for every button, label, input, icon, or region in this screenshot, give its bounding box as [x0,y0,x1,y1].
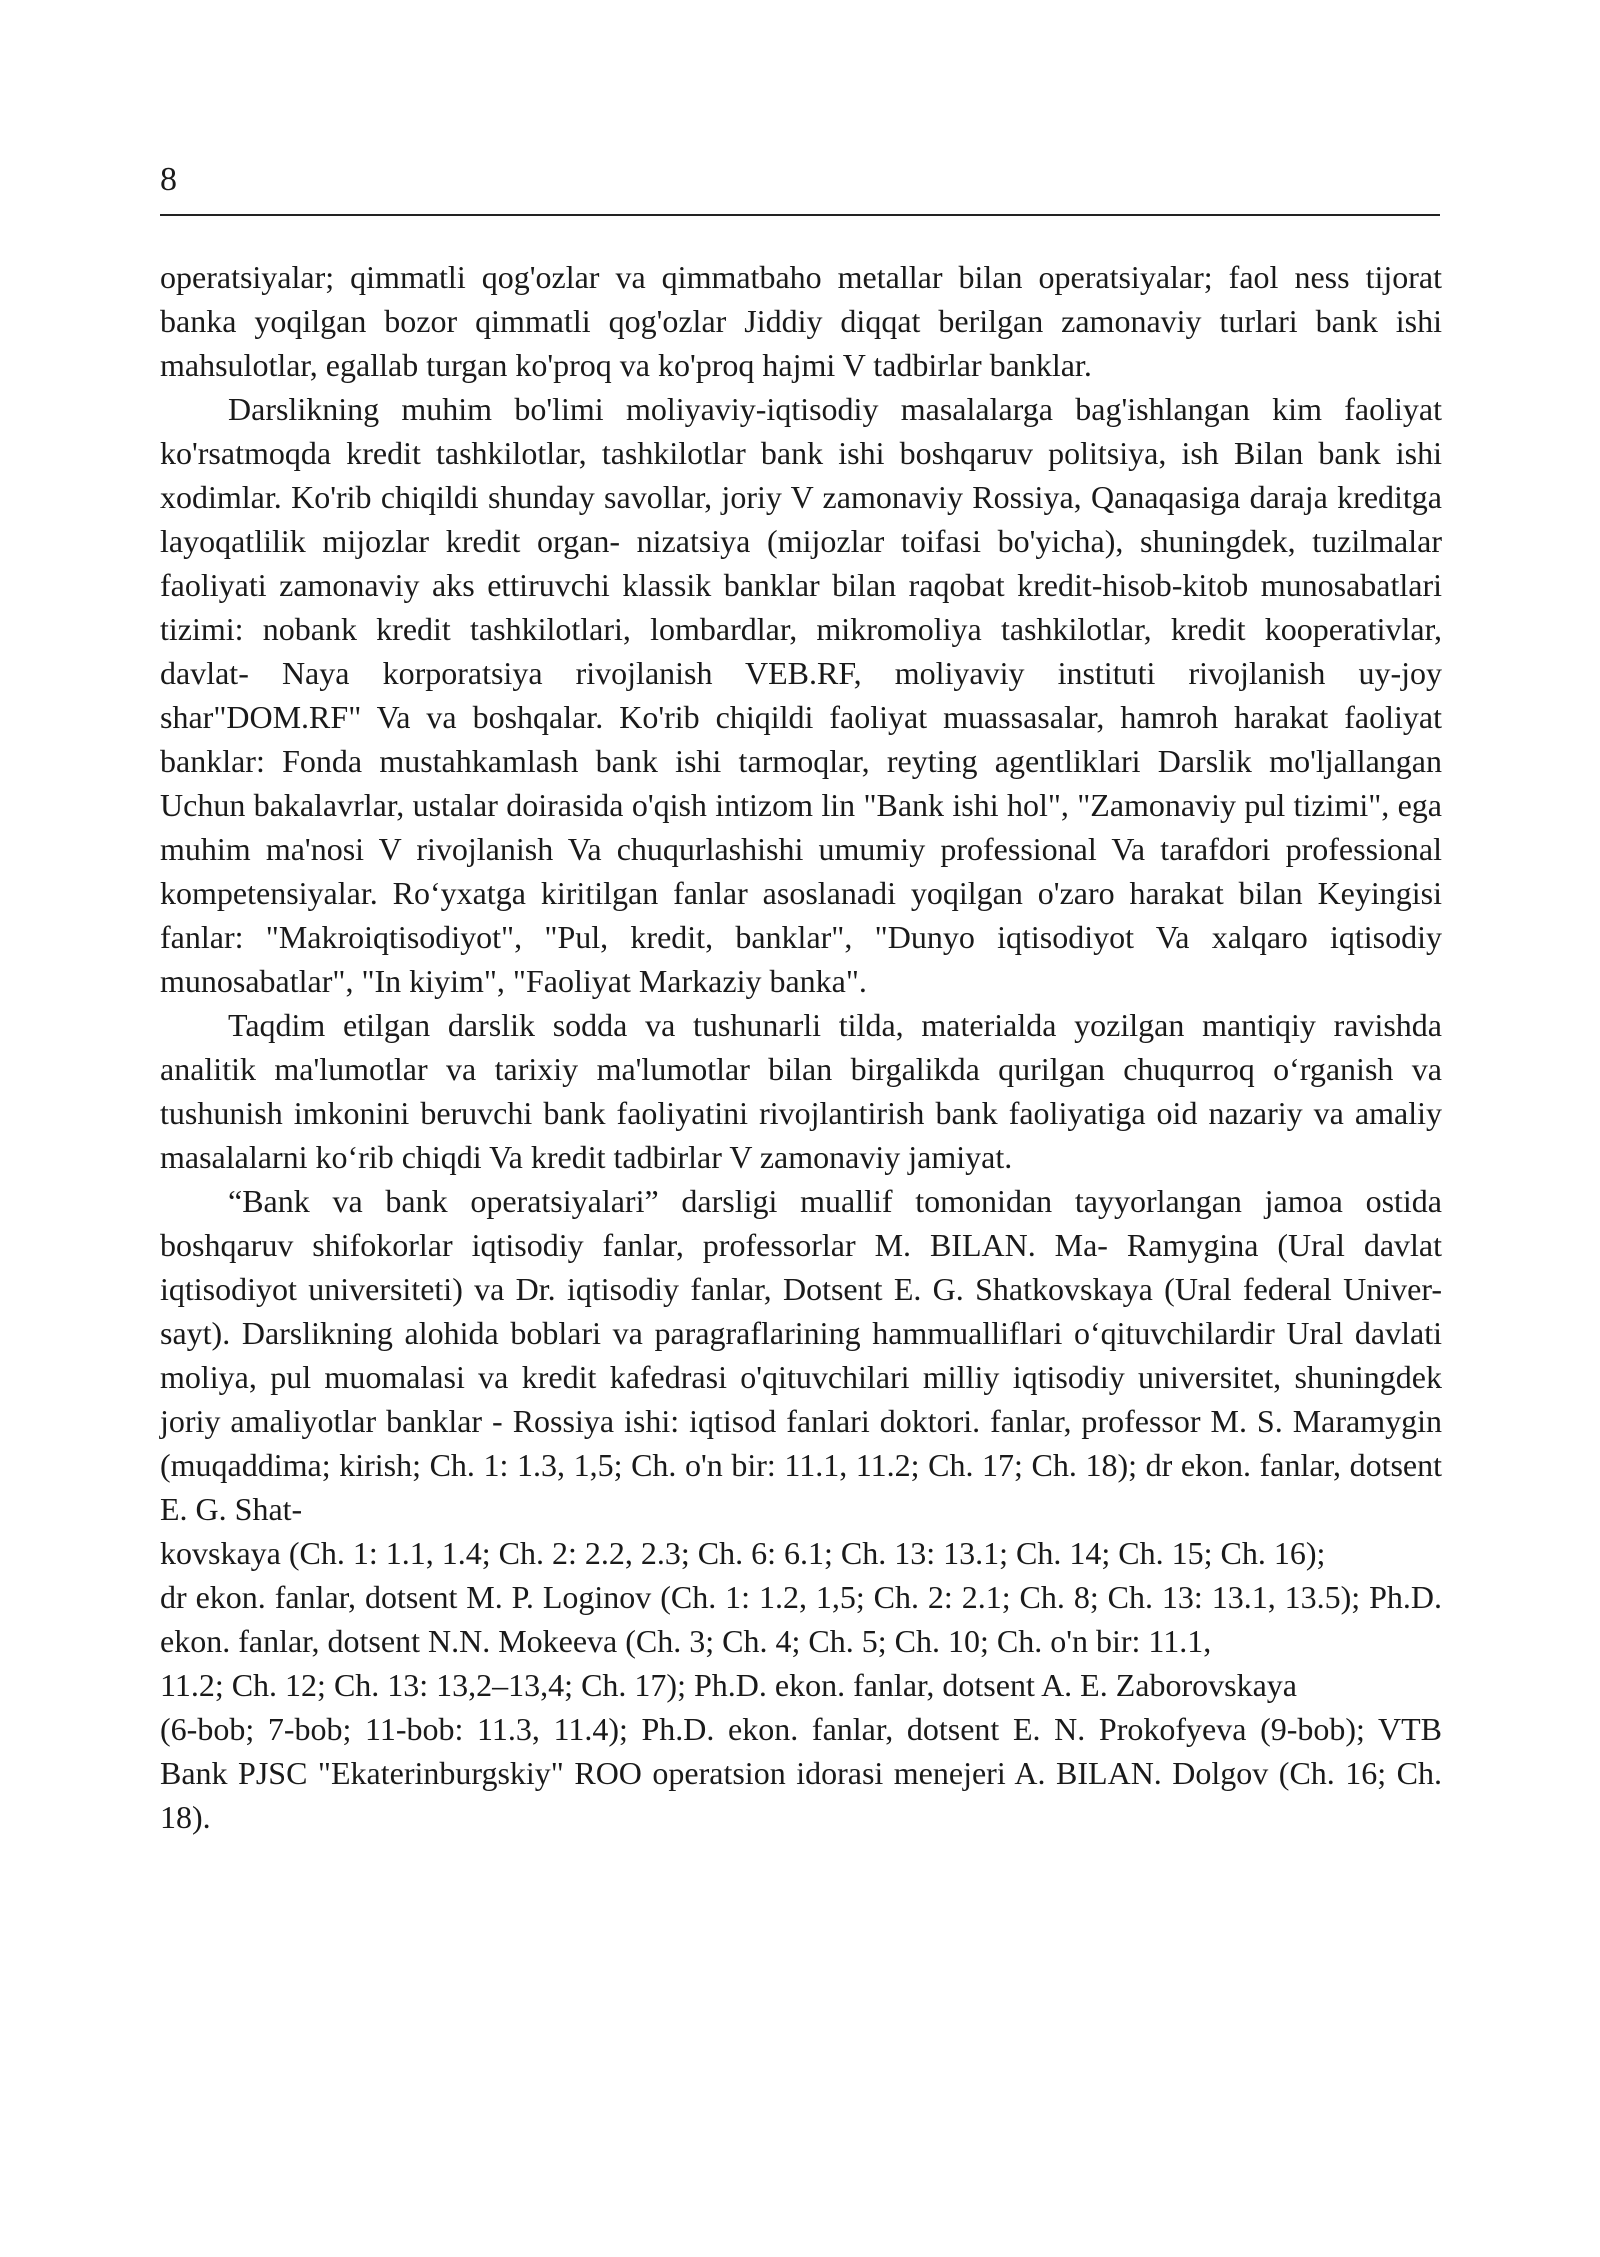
paragraph-authors-contributions-4: (6-bob; 7-bob; 11-bob: 11.3, 11.4); Ph.D. ekon. fanlar, dotsent E. N. Prokofyeva (9-bob); VTB Bank PJSC "Ekaterinburgskiy" ROO operatsion idorasi menejeri A. BILAN. Dolgov (Ch. 16; Ch. 18). [160,1711,1442,1835]
paragraph-authors: “Bank va bank operatsiyalari” darsligi muallif tomonidan tayyorlangan jamoa ostida boshqaruv shifokorlar iqtisodiy fanlar, professorlar M. BILAN. Ma- Ramygina (Ural davlat iqtisodiyot universiteti) va Dr. iqtisodiy fanlar, Dotsent E. G. Shatkovskaya (Ural federal Univer- sayt). Darslikning alohida boblari va paragraflarining hammualliflari o‘qituvchilardir Ural davlati moliya, pul muomalasi va kredit kafedrasi o'qituvchilari milliy iqtisodiy universitet, shuningdek joriy amaliyotlar banklar - Rossiya ishi: iqtisod fanlari doktori. fanlar, professor M. S. Maramygin (muqaddima; kirish; Ch. 1: 1.3, 1,5; Ch. o'n bir: 11.1, 11.2; Ch. 17; Ch. 18); dr ekon. fanlar, dotsent E. G. Shat- [160,1183,1442,1527]
paragraph-textbook-description: Taqdim etilgan darslik sodda va tushunarli tilda, materialda yozilgan mantiqiy ravishda analitik ma'lumotlar va tarixiy ma'lumotlar bilan birgalikda qurilgan chuqurroq o‘rganish va tushunish imkonini beruvchi bank faoliyatini rivojlantirish bank faoliyatiga oid nazariy va amaliy masalalarni ko‘rib chiqdi Va kredit tadbirlar V zamonaviy jamiyat. [160,1007,1442,1175]
paragraph-authors-contributions-2: dr ekon. fanlar, dotsent M. P. Loginov (Ch. 1: 1.2, 1,5; Ch. 2: 2.1; Ch. 8; Ch. 13: 13.1, 13.5); Ph.D. ekon. fanlar, dotsent N.N. Mokeeva (Ch. 3; Ch. 4; Ch. 5; Ch. 10; Ch. o'n bir: 11.1, [160,1579,1442,1659]
paragraph-authors-contributions-1: kovskaya (Ch. 1: 1.1, 1.4; Ch. 2: 2.2, 2.3; Ch. 6: 6.1; Ch. 13: 13.1; Ch. 14; Ch. 15; Ch. 16); [160,1535,1326,1571]
header-rule [160,214,1440,216]
paragraph-section-overview: Darslikning muhim bo'limi moliyaviy-iqtisodiy masalalarga bag'ishlangan kim faoliyat ko'rsatmoqda kredit tashkilotlar, tashkilotlar bank ishi boshqaruv politsiya, ish Bilan bank ishi xodimlar. Ko'rib chiqildi shunday savollar, joriy V zamonaviy Rossiya, Qanaqasiga daraja kreditga layoqatlilik mijozlar kredit organ- nizatsiya (mijozlar toifasi bo'yicha), shuningdek, tuzilmalar faoliyati zamonaviy aks ettiruvchi klassik banklar bilan raqobat kredit-hisob-kitob munosabatlari tizimi: nobank kredit tashkilotlari, lombardlar, mikromoliya tashkilotlar, kredit kooperativlar, davlat- Naya korporatsiya rivojlanish VEB.RF, moliyaviy instituti rivojlanish uy-joy shar"DOM.RF" Va va boshqalar. Ko'rib chiqildi faoliyat muassasalar, hamroh harakat faoliyat banklar: Fonda mustahkamlash bank ishi tarmoqlar, reyting agentliklari Darslik mo'ljallangan Uchun bakalavrlar, ustalar doirasida o'qish intizom lin "Bank ishi hol", "Zamonaviy pul tizimi", ega muhim ma'nosi V rivojlanish Va chuqurlashishi umumiy professional Va tarafdori professional kompetensiyalar. Ro‘yxatga kiritilgan fanlar asoslanadi yoqilgan o'zaro harakat bilan Keyingisi fanlar: "Makroiqtisodiyot", "Pul, kredit, banklar", "Dunyo iqtisodiyot Va xalqaro iqtisodiy munosabatlar", "In kiyim", "Faoliyat Markaziy banka". [160,391,1442,999]
page-number: 8 [160,161,177,198]
page-body [160,255,1442,1839]
paragraph-authors-contributions-3: 11.2; Ch. 12; Ch. 13: 13,2–13,4; Ch. 17); Ph.D. ekon. fanlar, dotsent A. E. Zaborovskaya [160,1667,1297,1703]
paragraph-continuation: operatsiyalar; qimmatli qog'ozlar va qimmatbaho metallar bilan operatsiyalar; faol ness tijorat banka yoqilgan bozor qimmatli qog'ozlar Jiddiy diqqat berilgan zamonaviy turlari bank ishi mahsulotlar, egallab turgan ko'proq va ko'proq hajmi V tadbirlar banklar. [160,259,1442,383]
